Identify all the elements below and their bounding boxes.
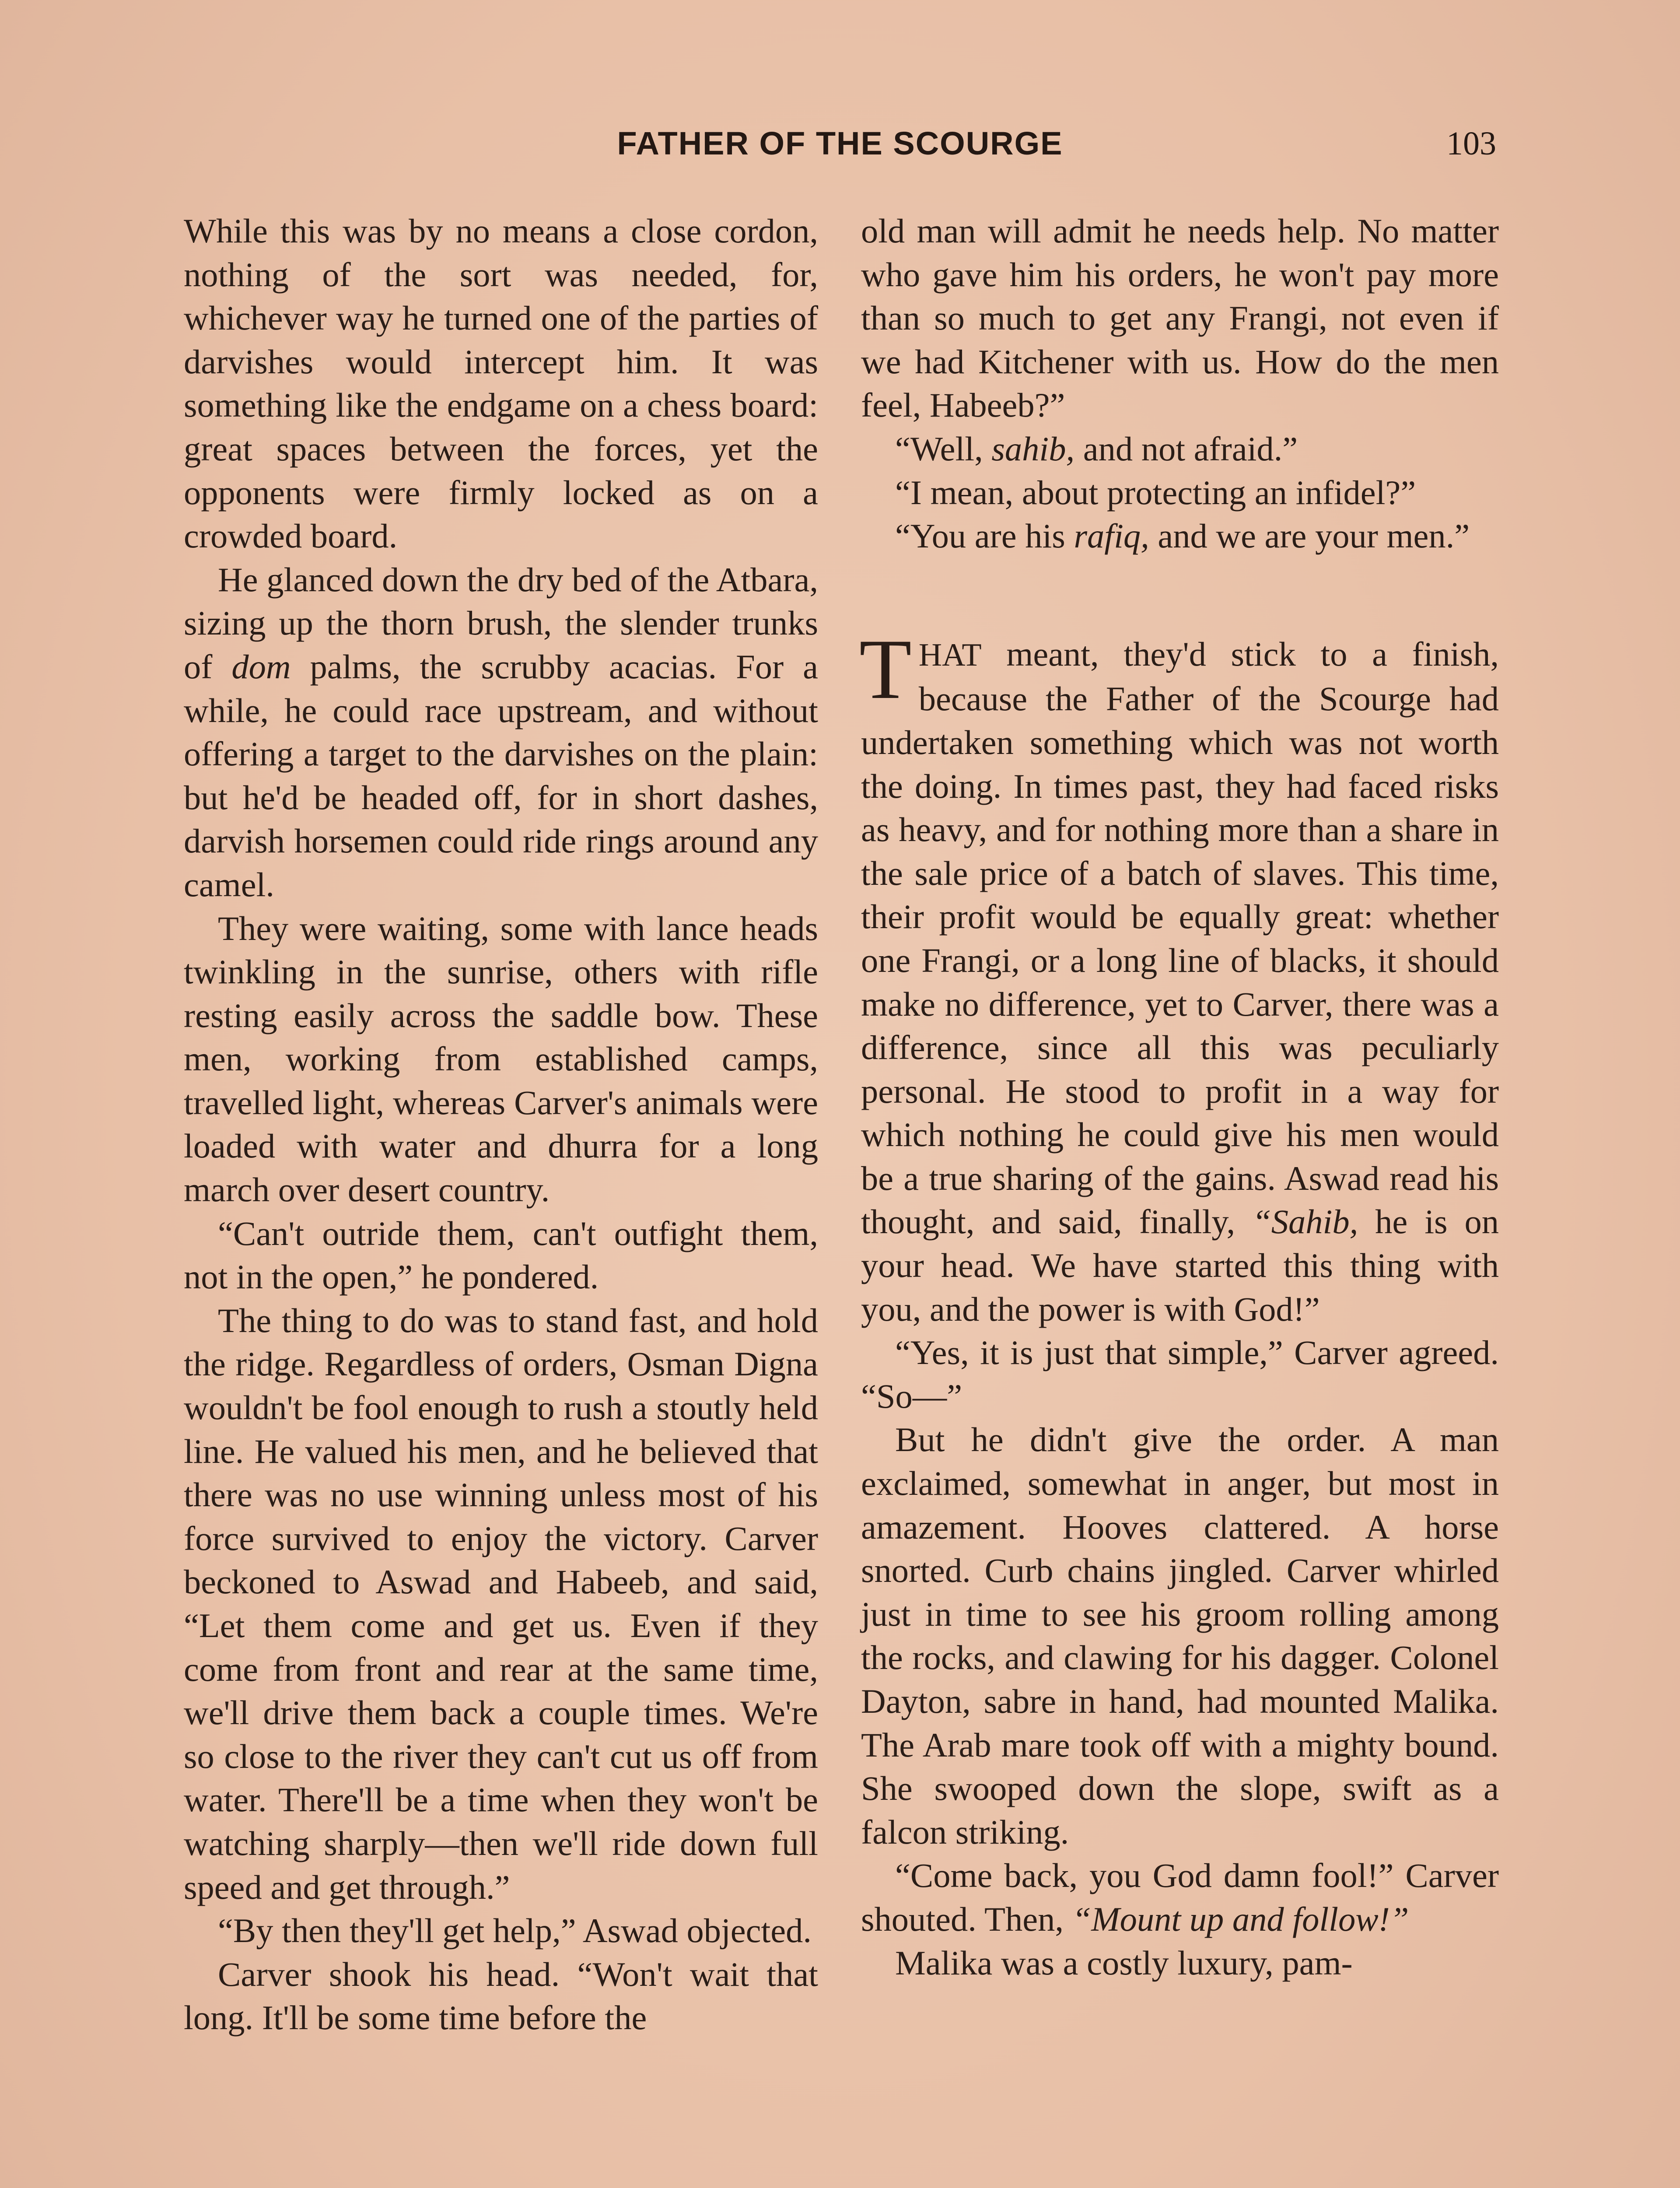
paragraph — [184, 558, 818, 907]
paragraph: “I mean, about protecting an infidel?” — [895, 473, 1416, 512]
paragraph: The thing to do was to stand fast, and hold the ridge. Regardless of orders, Osman Digna wouldn't be fool enough to rush a stoutly held line. He valued his men, and he believed that there was no use winning unless most of his force survived to enjoy the victory. Carver beckoned to Aswad and Habeeb, and said, “Let them come and get us. Even if they come from front and rear at the same time, we'll drive them back a couple times. We're so close to the river they can't cut us off from water. There'll be a time when they won't be watching sharply—then we'll ride down full speed and get through.” — [184, 1301, 818, 1906]
text-run: palms, the scrubby acacias. For a while, he could race upstream, and without offering a target to the darvishes on the plain: but he'd be headed off, for in short dashes, darvish horsemen could ride rings around any camel. — [184, 647, 818, 904]
text-run: “Come back, you God damn fool!” Carver shouted. Then, — [861, 1856, 1499, 1938]
paragraph — [861, 514, 1499, 558]
paragraph: “By then they'll get help,” Aswad objected. — [218, 1911, 812, 1950]
text-run: meant, they'd stick to a finish, because the Father of the Scourge had undertaken something which was not worth the doing. In times past, they had faced risks as heavy, and for nothing more than a share in the sale price of a batch of slaves. This time, their profit would be equally great: whether one Frangi, or a long line of blacks, it should make no difference, yet to Carver, there was a difference, since all this was peculiarly personal. He stood to profit in a way for which nothing he could give his men would be a true sharing of the gains. Aswad read his thought, and said, finally, — [861, 635, 1499, 1241]
right-column — [861, 209, 1499, 1985]
paragraph: “Can't outride them, can't outfight them, not in the open,” he pondered. — [184, 1214, 818, 1296]
small-caps-word: HAT — [918, 637, 982, 673]
paragraph: But he didn't give the order. A man exclaimed, somewhat in anger, but most in amazement. Hooves clattered. A horse snorted. Curb chains jingled. Carver whirled just in time to see his groom rolling among the rocks, and clawing for his dagger. Colonel Dayton, sabre in hand, had mounted Malika. The Arab mare took off with a mighty bound. She swooped down the slope, swift as a falcon striking. — [861, 1420, 1499, 1851]
paragraph: Carver shook his head. “Won't wait that long. It'll be some time before the — [184, 1955, 818, 2037]
left-column — [184, 209, 818, 2040]
italic-phrase: “Mount up and follow!” — [1072, 1900, 1409, 1938]
paragraph: Malika was a costly luxury, pam- — [895, 1943, 1353, 1982]
paragraph: They were waiting, some with lance heads twinkling in the sunrise, others with rifle resting easily across the saddle bow. These men, working from established camps, travelled light, whereas Carver's animals were loaded with water and dhurra for a long march over desert country. — [184, 909, 818, 1209]
running-head — [184, 125, 1496, 173]
text-run: and not afraid.” — [1074, 429, 1298, 468]
paragraph: While this was by no means a close cordon, nothing of the sort was needed, for, whichever way he turned one of the parties of darvishes would intercept him. It was something like the endgame on a chess board: great spaces between the forces, yet the opponents were firmly locked as on a crowded board. — [184, 212, 818, 555]
drop-cap: T — [859, 621, 912, 717]
text-run: He glanced down the dry bed of the Atbara, sizing up the thorn brush, the slender trunks of — [184, 560, 818, 686]
text-run: “You are his — [895, 517, 1074, 555]
text-run: “Well, — [895, 429, 992, 468]
paragraph: “Yes, it is just that simple,” Carver agreed. “So—” — [861, 1333, 1499, 1415]
italic-word: rafiq, — [1074, 517, 1149, 555]
paragraph — [861, 427, 1499, 471]
text-run: and we are your men.” — [1149, 517, 1470, 555]
italic-word: sahib, — [991, 429, 1075, 468]
paragraph — [861, 1854, 1499, 1941]
chapter-title: FATHER OF THE SCOURGE — [617, 125, 1063, 161]
italic-word: dom — [231, 647, 291, 686]
page-number: 103 — [1446, 125, 1496, 162]
text-run: he is on your head. We have started this thing with you, and the power is with God!” — [861, 1203, 1499, 1328]
italic-word: “Sahib, — [1252, 1203, 1358, 1241]
section-paragraph — [859, 621, 1499, 1331]
paragraph: old man will admit he needs help. No matter who gave him his orders, he won't pay more than so much to get any Frangi, not even if we had Kitchener with us. How do the men feel, Habeeb?” — [861, 212, 1499, 424]
